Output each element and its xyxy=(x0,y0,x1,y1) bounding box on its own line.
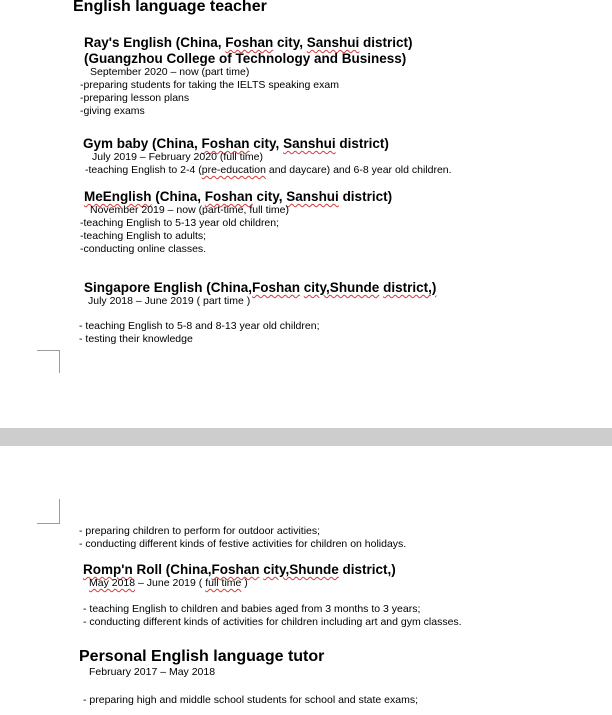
job-duty-line: - teaching English to children and babies aged from 3 months to 3 years; xyxy=(83,603,421,615)
job-dates: July 2018 – June 2019 ( part time ) xyxy=(88,295,251,307)
job-title-rompn-roll: Romp'n Roll (China,Foshan city,Shunde district,) xyxy=(83,562,396,577)
job-title-gym-baby: Gym baby (China, Foshan city, Sanshui district) xyxy=(83,136,389,151)
job-title-singapore-english: Singapore English (China,Foshan city,Shunde district,) xyxy=(84,280,437,295)
job-duty-line: -conducting online classes. xyxy=(80,243,207,255)
job-dates: May 2018 – June 2019 ( full time ) xyxy=(89,577,248,589)
job-duty-line: - preparing high and middle school students for school and state exams; xyxy=(83,694,419,706)
job-duty-line: -teaching English to 5-13 year old children; xyxy=(80,217,280,229)
job-duty-line: -preparing students for taking the IELTS speaking exam xyxy=(80,79,339,91)
job-title-meenglish: MeEnglish (China, Foshan city, Sanshui district) xyxy=(84,189,393,204)
job-duty-line: -teaching English to adults; xyxy=(80,230,207,242)
job-dates: September 2020 – now (part time) xyxy=(90,66,250,78)
job-dates: February 2017 – May 2018 xyxy=(89,666,216,678)
margin-corner-mark xyxy=(37,350,60,373)
job-duty-line: - testing their knowledge xyxy=(79,333,193,345)
job-duty-line: - conducting different kinds of festive activities for children on holidays. xyxy=(79,538,407,550)
job-duty-line: - teaching English to 5-8 and 8-13 year old children; xyxy=(79,320,320,332)
job-duty-line: - conducting different kinds of activities for children including art and gym classes. xyxy=(83,616,462,628)
margin-corner-mark xyxy=(37,499,60,524)
document-page-2 xyxy=(0,446,612,715)
section-heading-tutor: Personal English language tutor xyxy=(79,648,325,665)
page-separator xyxy=(0,428,612,446)
job-dates: November 2019 – now (part-time, full time) xyxy=(90,204,289,216)
job-duty-line: -giving exams xyxy=(80,105,145,117)
job-duty-line: -teaching English to 2-4 (pre-education and daycare) and 6-8 year old children. xyxy=(85,164,452,176)
job-dates: July 2019 – February 2020 (full time) xyxy=(92,151,263,163)
job-subtitle: (Guangzhou College of Technology and Business) xyxy=(84,51,407,66)
job-duty-line: - preparing children to perform for outdoor activities; xyxy=(79,525,321,537)
job-duty-line: -preparing lesson plans xyxy=(80,92,190,104)
job-title-rays-english: Ray's English (China, Foshan city, Sanshui district) xyxy=(84,35,413,50)
section-heading: English language teacher xyxy=(73,0,267,15)
